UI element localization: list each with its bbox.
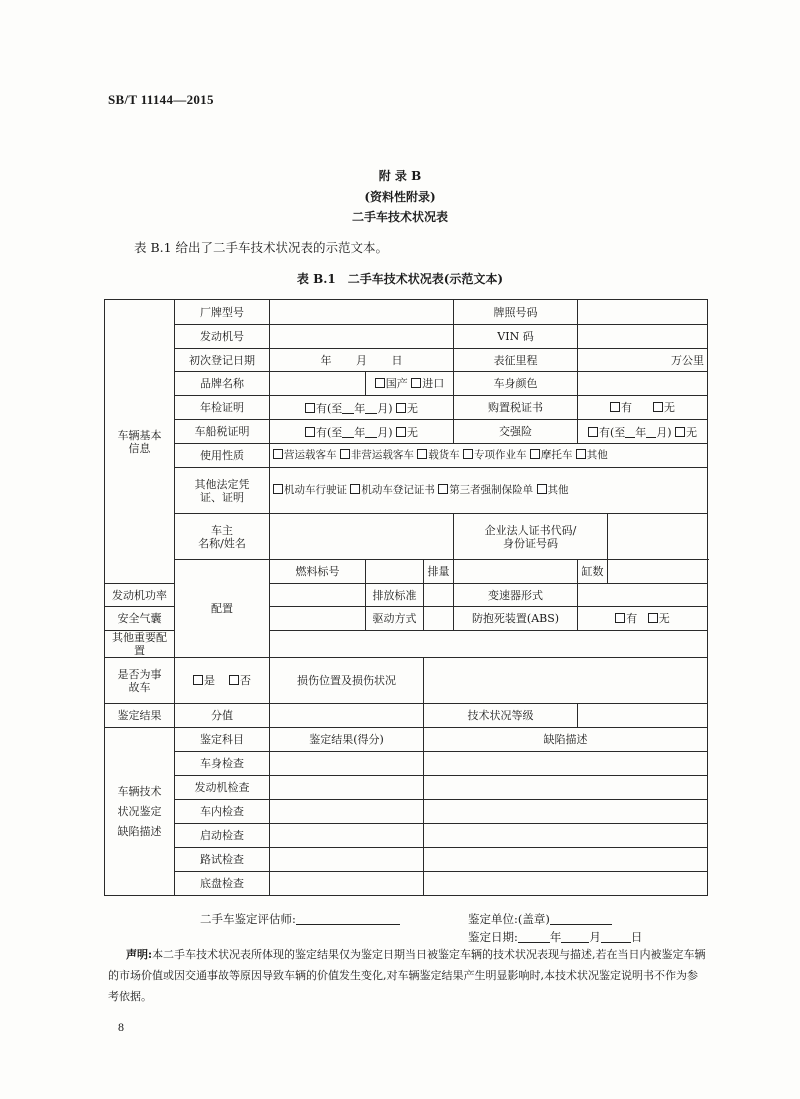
item-header: 鉴定科目 <box>175 728 270 752</box>
origin-options <box>366 372 454 396</box>
displacement-field[interactable] <box>454 560 578 584</box>
usage-option-passenger-commercial[interactable]: 营运载客车 <box>273 449 337 461</box>
score-field[interactable] <box>270 704 424 728</box>
vessel-tax-no-checkbox[interactable]: 无 <box>396 426 418 439</box>
checkbox-icon <box>653 402 663 412</box>
transmission-label: 变速器形式 <box>454 584 578 607</box>
tech-grade-label: 技术状况等级 <box>424 704 578 728</box>
fuel-grade-field[interactable] <box>366 560 424 584</box>
abs-no-checkbox[interactable]: 无 <box>648 612 670 625</box>
purchase-tax-yes-checkbox[interactable]: 有 <box>610 401 632 414</box>
vehicle-condition-table <box>104 299 708 896</box>
purchase-tax-label: 购置税证书 <box>454 396 578 420</box>
item-label: 车身检查 <box>175 752 270 776</box>
damage-field[interactable] <box>424 658 708 704</box>
owner-field[interactable] <box>270 514 454 560</box>
other-docs-label: 其他法定凭证、证明 <box>175 468 270 514</box>
imported-checkbox[interactable]: 进口 <box>411 377 444 390</box>
odometer-field[interactable]: 万公里 <box>578 349 708 372</box>
section-basic-info: 车辆基本信息 <box>105 300 175 584</box>
usage-option-truck[interactable]: 载货车 <box>417 449 460 461</box>
emission-std-label: 排放标准 <box>366 584 424 607</box>
checkbox-icon <box>229 675 239 685</box>
item-defect-field[interactable] <box>424 800 708 824</box>
appendix-subtitle: (资料性附录) <box>364 190 436 204</box>
tech-grade-field[interactable] <box>578 704 708 728</box>
checkbox-icon <box>610 402 620 412</box>
other-config-field[interactable] <box>270 631 708 658</box>
appendix-title: 附 录 B <box>378 169 422 183</box>
checkbox-icon <box>438 484 448 494</box>
domestic-checkbox[interactable]: 国产 <box>375 377 408 390</box>
checkbox-icon <box>273 484 283 494</box>
checkbox-icon <box>396 427 406 437</box>
item-defect-field[interactable] <box>424 776 708 800</box>
section-defects: 车辆技术 状况鉴定 缺陷描述 <box>105 728 175 896</box>
annual-cert-no-checkbox[interactable]: 无 <box>396 402 418 415</box>
item-result-field[interactable] <box>270 872 424 896</box>
annual-cert-yes-checkbox[interactable]: 有(至 年 月) <box>305 402 393 415</box>
usage-options <box>270 444 708 468</box>
other-docs-options <box>270 468 708 514</box>
checkbox-icon <box>375 378 385 388</box>
item-defect-field[interactable] <box>424 752 708 776</box>
corp-id-field[interactable] <box>608 514 708 560</box>
checkbox-icon <box>588 427 598 437</box>
usage-option-passenger-private[interactable]: 非营运载客车 <box>340 449 414 461</box>
checkbox-icon <box>305 403 315 413</box>
first-reg-date-field[interactable]: 年 月 日 <box>270 349 454 372</box>
abs-options <box>578 607 708 631</box>
date-month-line[interactable] <box>561 930 589 943</box>
annual-cert-options <box>270 396 454 420</box>
transmission-field[interactable] <box>578 584 708 607</box>
usage-option-special[interactable]: 专项作业车 <box>463 449 527 461</box>
engine-no-field[interactable] <box>270 325 454 349</box>
abs-yes-checkbox[interactable]: 有 <box>615 612 637 625</box>
purchase-tax-options <box>578 396 708 420</box>
doc-option-insurance[interactable]: 第三者强制保险单 <box>438 484 533 496</box>
compulsory-ins-yes-checkbox[interactable]: 有(至 年 月) <box>588 426 672 439</box>
item-label: 车内检查 <box>175 800 270 824</box>
checkbox-icon <box>411 378 421 388</box>
body-color-label: 车身颜色 <box>454 372 578 396</box>
item-label: 路试检查 <box>175 848 270 872</box>
checkbox-icon <box>417 449 427 459</box>
checkbox-icon <box>530 449 540 459</box>
page-number: 8 <box>118 1020 124 1034</box>
item-defect-field[interactable] <box>424 824 708 848</box>
result-header: 鉴定结果(得分) <box>270 728 424 752</box>
owner-label: 车主 名称/姓名 <box>175 514 270 560</box>
checkbox-icon <box>537 484 547 494</box>
checkbox-icon <box>396 403 406 413</box>
disclaimer-statement: 声明:本二手车技术状况表所体现的鉴定结果仅为鉴定日期当日被鉴定车辆的技术状况表现与描述,若在当日内被鉴定车辆的市场价值或因交通事故等原因导致车辆的价值发生变化,对车辆鉴定结果产生明显影响时,本技术状况鉴定说明书不作为参考依据。 <box>108 948 706 1003</box>
appraisal-unit-line[interactable] <box>550 912 612 925</box>
doc-option-other[interactable]: 其他 <box>537 484 569 496</box>
airbag-field[interactable] <box>270 607 366 631</box>
date-year-line[interactable] <box>518 930 550 943</box>
emission-std-field[interactable] <box>424 584 454 607</box>
document-number: SB/T 11144—2015 <box>108 92 214 107</box>
accident-question-label: 是否为事 故车 <box>105 658 175 704</box>
appendix-name: 二手车技术状况表 <box>351 210 448 224</box>
corp-id-label: 企业法人证书代码/ 身份证号码 <box>454 514 608 560</box>
engine-power-label: 发动机功率 <box>105 584 175 607</box>
checkbox-icon <box>648 613 658 623</box>
first-reg-date-label: 初次登记日期 <box>175 349 270 372</box>
table-caption: 表 B.1 二手车技术状况表(示范文本) <box>296 272 504 286</box>
checkbox-icon <box>615 613 625 623</box>
section-config: 配置 <box>175 560 270 658</box>
engine-no-label: 发动机号 <box>175 325 270 349</box>
abs-label: 防抱死装置(ABS) <box>454 607 578 631</box>
date-day-line[interactable] <box>601 930 631 943</box>
accident-no-checkbox[interactable]: 否 <box>229 674 251 687</box>
item-defect-field[interactable] <box>424 848 708 872</box>
drive-mode-field[interactable] <box>424 607 454 631</box>
checkbox-icon <box>340 449 350 459</box>
appraisal-unit: 鉴定单位:(盖章) <box>468 911 612 927</box>
odometer-label: 表征里程 <box>454 349 578 372</box>
compulsory-ins-no-checkbox[interactable]: 无 <box>675 426 697 439</box>
item-label: 发动机检查 <box>175 776 270 800</box>
appraiser-signature: 二手车鉴定评估师: <box>200 911 400 927</box>
compulsory-ins-label: 交强险 <box>454 420 578 444</box>
body-color-field[interactable] <box>578 372 708 396</box>
annual-cert-label: 年检证明 <box>175 396 270 420</box>
displacement-label: 排量 <box>424 560 454 584</box>
accident-options <box>175 658 270 704</box>
score-label: 分值 <box>175 704 270 728</box>
checkbox-icon <box>305 427 315 437</box>
checkbox-icon <box>193 675 203 685</box>
appraisal-result-label: 鉴定结果 <box>105 704 175 728</box>
item-result-field[interactable] <box>270 776 424 800</box>
item-label: 底盘检查 <box>175 872 270 896</box>
item-defect-field[interactable] <box>424 872 708 896</box>
vessel-tax-options <box>270 420 454 444</box>
purchase-tax-no-checkbox[interactable]: 无 <box>653 401 675 414</box>
drive-mode-label: 驱动方式 <box>366 607 424 631</box>
other-config-label: 其他重要配置 <box>105 631 175 658</box>
usage-label: 使用性质 <box>175 444 270 468</box>
brand-name-label: 品牌名称 <box>175 372 270 396</box>
vessel-tax-yes-checkbox[interactable]: 有(至 年 月) <box>305 426 393 439</box>
item-result-field[interactable] <box>270 800 424 824</box>
brand-name-field[interactable] <box>270 372 366 396</box>
usage-option-other[interactable]: 其他 <box>576 449 608 461</box>
compulsory-ins-options <box>578 420 708 444</box>
plate-no-label: 牌照号码 <box>454 300 578 325</box>
fuel-grade-label: 燃料标号 <box>270 560 366 584</box>
item-result-field[interactable] <box>270 848 424 872</box>
airbag-label: 安全气囊 <box>105 607 175 631</box>
checkbox-icon <box>675 427 685 437</box>
item-result-field[interactable] <box>270 824 424 848</box>
checkbox-icon <box>463 449 473 459</box>
vin-field[interactable] <box>578 325 708 349</box>
accident-yes-checkbox[interactable]: 是 <box>193 674 215 687</box>
item-label: 启动检查 <box>175 824 270 848</box>
vin-label: VIN 码 <box>454 325 578 349</box>
cylinders-field[interactable] <box>608 560 708 584</box>
doc-option-license[interactable]: 机动车行驶证 <box>273 484 347 496</box>
plate-no-field[interactable] <box>578 300 708 325</box>
defect-header: 缺陷描述 <box>424 728 708 752</box>
appraisal-date: 鉴定日期: 年 月 日 <box>468 930 643 944</box>
factory-model-label: 厂牌型号 <box>175 300 270 325</box>
checkbox-icon <box>350 484 360 494</box>
checkbox-icon <box>273 449 283 459</box>
cylinders-label: 缸数 <box>578 560 608 584</box>
intro-text: 表 B.1 给出了二手车技术状况表的示范文本。 <box>134 240 389 255</box>
doc-option-registration[interactable]: 机动车登记证书 <box>350 484 435 496</box>
factory-model-field[interactable] <box>270 300 454 325</box>
item-result-field[interactable] <box>270 752 424 776</box>
vessel-tax-label: 车船税证明 <box>175 420 270 444</box>
checkbox-icon <box>576 449 586 459</box>
damage-label: 损伤位置及损伤状况 <box>270 658 424 704</box>
engine-power-field[interactable] <box>270 584 366 607</box>
usage-option-motorcycle[interactable]: 摩托车 <box>530 449 573 461</box>
appraiser-signature-line[interactable] <box>296 912 400 925</box>
